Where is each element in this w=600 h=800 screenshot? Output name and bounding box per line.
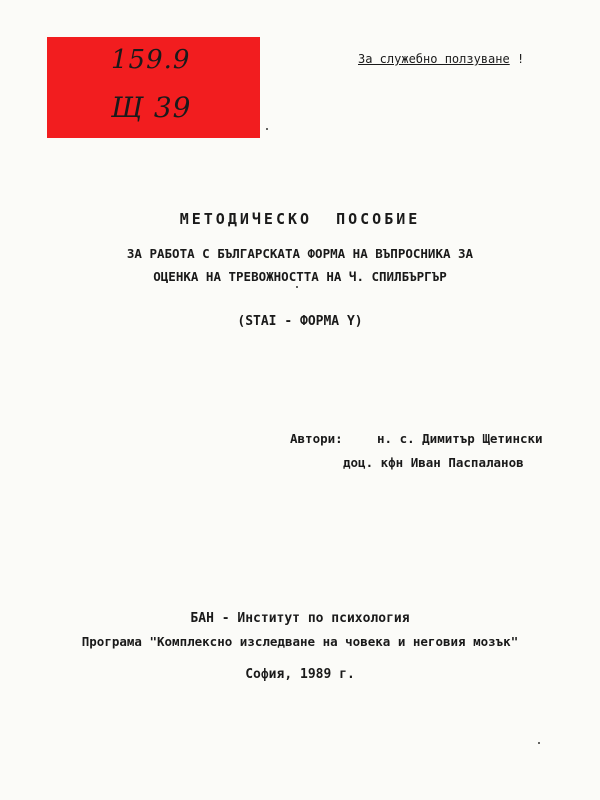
city-year: София, 1989 г. <box>245 667 355 682</box>
restriction-note-suffix: ! <box>509 52 525 66</box>
subtitle-line-1: ЗА РАБОТА С БЪЛГАРСКАТА ФОРМА НА ВЪПРОСНИКА ЗА <box>126 246 474 261</box>
call-number-line-1: 159.9 <box>111 45 191 75</box>
call-number-line-2: Щ 39 <box>111 91 192 124</box>
document-title: МЕТОДИЧЕСКО ПОСОБИЕ <box>179 210 421 228</box>
library-call-number-sticker <box>47 37 260 138</box>
author-2: доц. кфн Иван Паспаланов <box>343 455 524 470</box>
restriction-note-text: За служебно ползуване <box>358 52 510 66</box>
subtitle-line-2: ОЦЕНКА НА ТРЕВОЖНОСТТА НА Ч. СПИЛБЪРГЪР <box>153 269 447 284</box>
program: Програма "Комплексно изследване на човека и неговия мозък" <box>81 634 519 649</box>
speck <box>296 286 298 288</box>
form-label: (STAI - ФОРМА Y) <box>237 314 363 329</box>
author-1: н. с. Димитър Щетински <box>377 431 543 446</box>
restriction-note <box>358 52 524 66</box>
speck <box>266 128 268 130</box>
authors-label: Автори: <box>290 431 343 446</box>
speck <box>538 742 540 744</box>
institution: БАН - Институт по психология <box>190 611 410 626</box>
